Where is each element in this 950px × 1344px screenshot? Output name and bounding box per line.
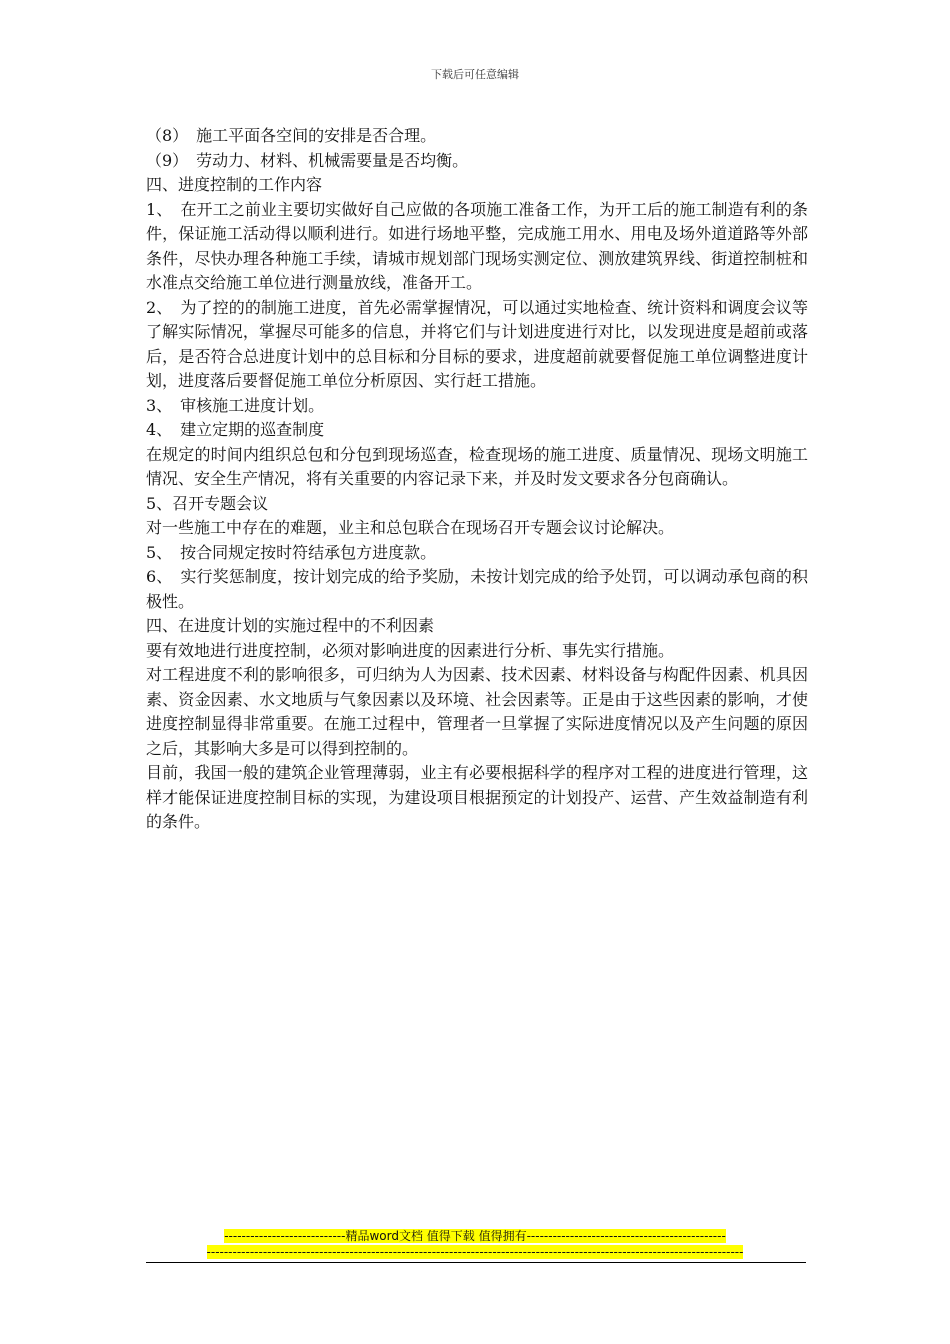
footer-banner-text: ----------------------------精品word文档 值得下载 值得拥有---------------------------------------------- [224,1229,726,1243]
section-heading-adverse-factors: 四、在进度计划的实施过程中的不利因素 [146,616,435,635]
paragraph-inspection: 在规定的时间内组织总包和分包到现场巡查，检查现场的施工进度、质量情况、现场文明施工情况、安全生产情况，将有关重要的内容记录下来，并及时发文要求各分包商确认。 [146,444,808,488]
paragraph-5-meeting: 5、召开专题会议 [146,493,269,513]
paragraph-2: 2、 为了控的的制施工进度，首先必需掌握情况，可以通过实地检查、统计资料和调度会议等了解实际情况，掌握尽可能多的信息，并将它们与计划进度进行对比，以发现进度是超前或落后，是否符合总进度计划中的总目标和分目标的要求，进度超前就要督促施工单位调整进度计划，进度落后要督促施工单位分析原因、实行赶工措施。 [146,297,808,390]
footer-banner-dashes [0,1245,950,1260]
paragraph-6: 6、 实行奖惩制度，按计划完成的给予奖励，未按计划完成的给予处罚，可以调动承包商的积极性。 [146,567,808,611]
footer-banner [0,1229,950,1244]
document-body [146,124,808,835]
paragraph-item-8: （8） 施工平面各空间的安排是否合理。 [146,126,437,145]
paragraph-meeting-detail: 对一些施工中存在的难题，业主和总包联合在现场召开专题会议讨论解决。 [146,518,675,537]
paragraph-conclusion: 目前，我国一般的建筑企业管理薄弱，业主有必要根据科学的程序对工程的进度进行管理，这样才能保证进度控制目标的实现，为建设项目根据预定的计划投产、运营、产生效益制造有利的条件。 [146,763,808,831]
paragraph-4: 4、 建立定期的巡查制度 [146,420,325,439]
section-heading-progress-control: 四、进度控制的工作内容 [146,175,323,194]
page-header: 下载后可任意编辑 [431,68,519,81]
footer-divider [146,1262,806,1263]
paragraph-item-9: （9） 劳动力、材料、机械需要量是否均衡。 [146,150,469,170]
paragraph-analysis: 要有效地进行进度控制，必须对影响进度的因素进行分析、事先实行措施。 [146,640,675,660]
paragraph-3: 3、 审核施工进度计划。 [146,395,325,415]
paragraph-5-payment: 5、 按合同规定按时符结承包方进度款。 [146,542,437,562]
paragraph-1: 1、 在开工之前业主要切实做好自己应做的各项施工准备工作，为开工后的施工制造有利的条件，保证施工活动得以顺利进行。如进行场地平整，完成施工用水、用电及场外道道路等外部条件，尽快办理各种施工手续，请城市规划部门现场实测定位、测放建筑界线、街道控制桩和水准点交给施工单位进行测量放线，准备开工。 [146,199,808,292]
paragraph-factors: 对工程进度不利的影响很多，可归纳为人为因素、技术因素、材料设备与构配件因素、机具因素、资金因素、水文地质与气象因素以及环境、社会因素等。正是由于这些因素的影响，才使进度控制显得非常重要。在施工过程中，管理者一旦掌握了实际进度情况以及产生问题的原因之后，其影响大多是可以得到控制的。 [146,665,808,758]
footer-banner-dashes-text: ---------------------------------------------------------------------------------------------------------------------------- [206,1245,744,1259]
